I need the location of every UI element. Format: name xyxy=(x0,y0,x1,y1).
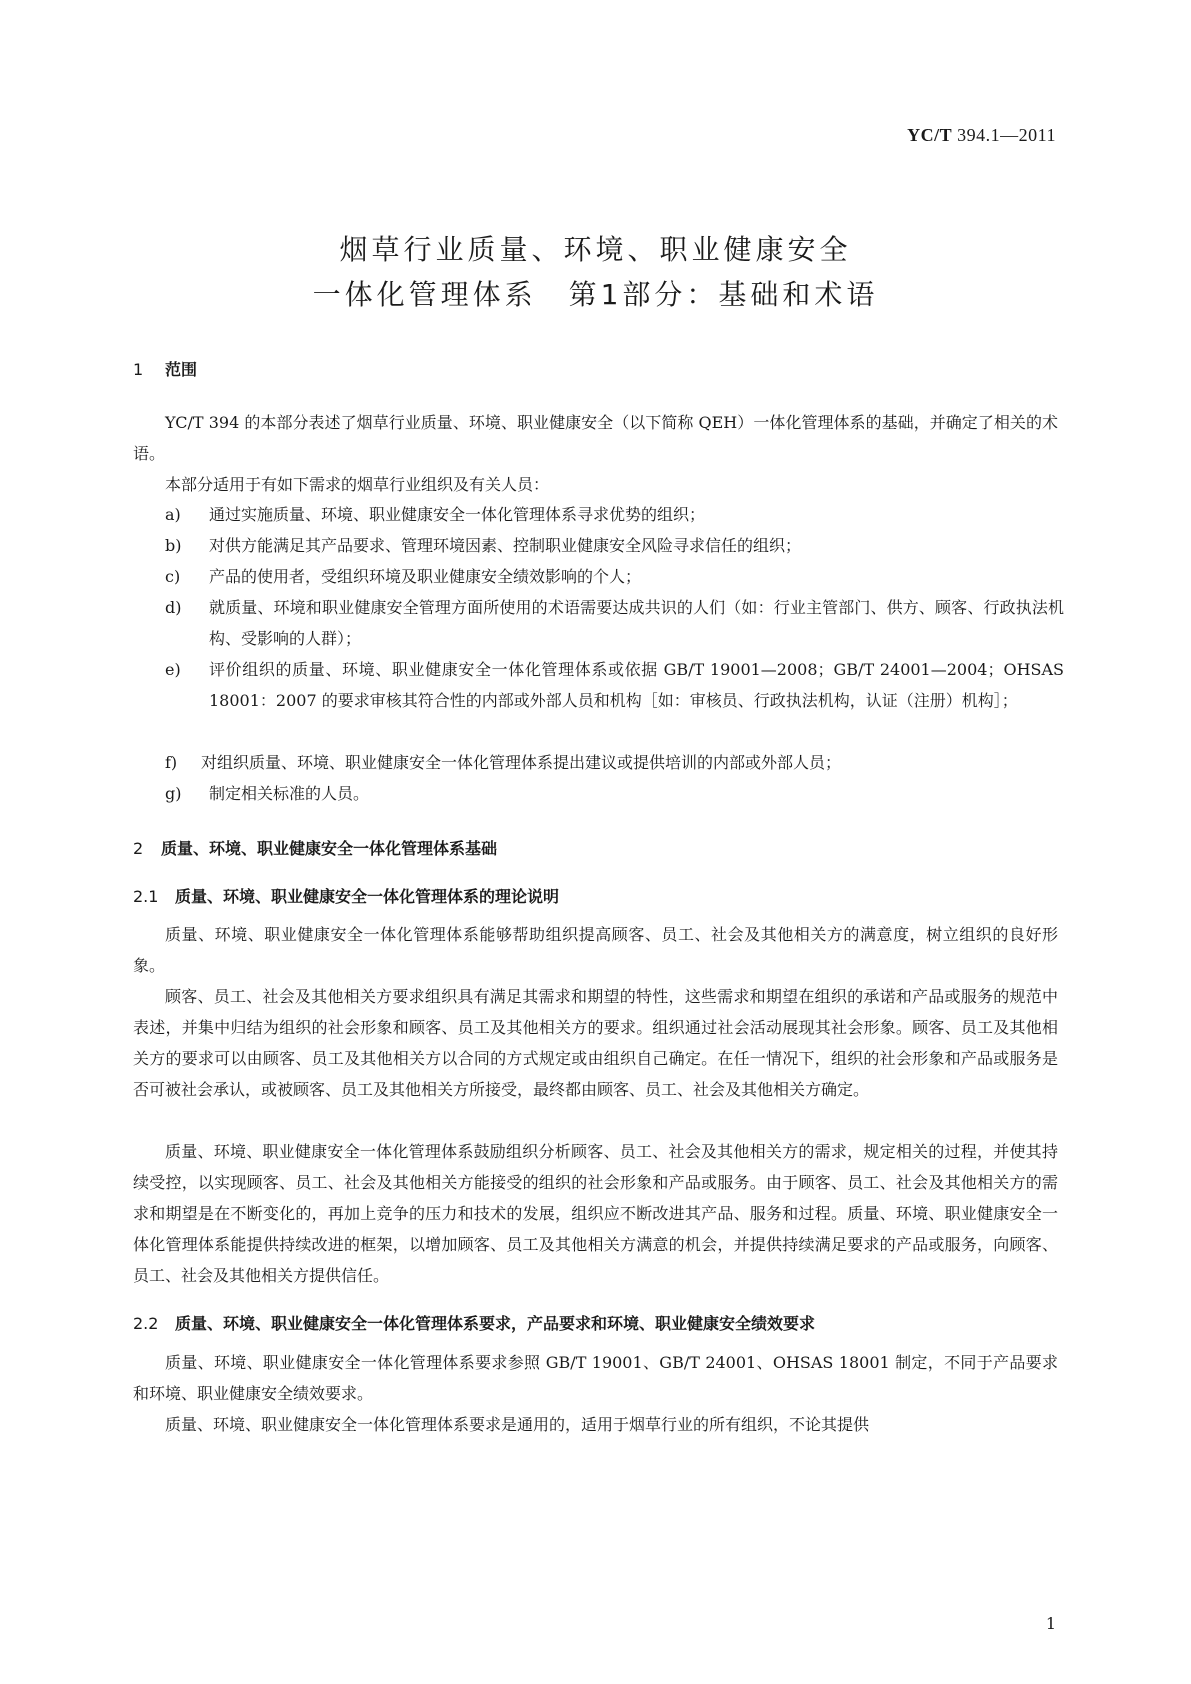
section-title: 质量、环境、职业健康安全一体化管理体系要求，产品要求和环境、职业健康安全绩效要求 xyxy=(175,1314,816,1333)
section-1-paragraph-2: 本部分适用于有如下需求的烟草行业组织及有关人员： xyxy=(165,475,550,494)
list-text: 就质量、环境和职业健康安全管理方面所使用的术语需要达成共识的人们（如：行业主管部门、供方、顾客、行政执法机构、受影响的人群）； xyxy=(209,598,1064,648)
list-marker: f) xyxy=(165,753,178,772)
document-title-line-1: 烟草行业质量、环境、职业健康安全 xyxy=(339,233,852,266)
subsection-2-1-heading xyxy=(133,884,559,907)
section-number: 2 xyxy=(133,839,144,858)
list-text: 通过实施质量、环境、职业健康安全一体化管理体系寻求优势的组织； xyxy=(209,505,706,524)
section-number: 2.1 xyxy=(133,887,159,906)
list-text: 对供方能满足其产品要求、管理环境因素、控制职业健康安全风险寻求信任的组织； xyxy=(209,536,802,555)
page-number: 1 xyxy=(1045,1614,1056,1633)
subsection-2-1-paragraph-2: 顾客、员工、社会及其他相关方要求组织具有满足其需求和期望的特性，这些需求和期望在组织的承诺和产品或服务的规范中表述，并集中归结为组织的社会形象和顾客、员工及其他相关方的要求。组织通过社会活动展现其社会形象。顾客、员工及其他相关方的要求可以由顾客、员工及其他相关方以合同的方式规定或由组织自己确定。在任一情况下，组织的社会形象和产品或服务是否可被社会承认，或被顾客、员工及其他相关方所接受，最终都由顾客、员工、社会及其他相关方确定。 xyxy=(133,987,1058,1099)
section-title: 范围 xyxy=(165,360,198,379)
list-marker: d) xyxy=(165,598,182,617)
section-1-paragraph-1: YC/T 394 的本部分表述了烟草行业质量、环境、职业健康安全（以下简称 QEH）一体化管理体系的基础，并确定了相关的术语。 xyxy=(133,413,1058,463)
standard-code xyxy=(907,125,1056,146)
document-title-line-2: 一体化管理体系 第1部分：基础和术语 xyxy=(312,278,879,311)
subsection-2-2-heading xyxy=(133,1311,815,1334)
standard-code-number: 394.1—2011 xyxy=(957,125,1056,145)
subsection-2-1-paragraph-3: 质量、环境、职业健康安全一体化管理体系鼓励组织分析顾客、员工、社会及其他相关方的需求，规定相关的过程，并使其持续受控，以实现顾客、员工、社会及其他相关方能接受的组织的社会形象和产品或服务。由于顾客、员工、社会及其他相关方的需求和期望是在不断变化的，再加上竞争的压力和技术的发展，组织应不断改进其产品、服务和过程。质量、环境、职业健康安全一体化管理体系能提供持续改进的框架，以增加顾客、员工及其他相关方满意的机会，并提供持续满足要求的产品或服务，向顾客、员工、社会及其他相关方提供信任。 xyxy=(133,1142,1058,1285)
section-number: 2.2 xyxy=(133,1314,159,1333)
section-2-heading xyxy=(133,836,497,859)
list-text: 对组织质量、环境、职业健康安全一体化管理体系提出建议或提供培训的内部或外部人员； xyxy=(201,753,842,772)
subsection-2-1-paragraph-1: 质量、环境、职业健康安全一体化管理体系能够帮助组织提高顾客、员工、社会及其他相关方的满意度，树立组织的良好形象。 xyxy=(133,925,1058,975)
list-text: 制定相关标准的人员。 xyxy=(209,784,370,803)
section-title: 质量、环境、职业健康安全一体化管理体系的理论说明 xyxy=(175,887,560,906)
section-1-heading xyxy=(133,357,197,380)
standard-code-prefix: YC/T xyxy=(907,125,953,145)
subsection-2-2-paragraph-2: 质量、环境、职业健康安全一体化管理体系要求是通用的，适用于烟草行业的所有组织，不论其提供 xyxy=(165,1415,870,1434)
section-title: 质量、环境、职业健康安全一体化管理体系基础 xyxy=(161,839,498,858)
list-marker: e) xyxy=(165,660,181,679)
subsection-2-2-paragraph-1: 质量、环境、职业健康安全一体化管理体系要求参照 GB/T 19001、GB/T 24001、OHSAS 18001 制定，不同于产品要求和环境、职业健康安全绩效要求。 xyxy=(133,1353,1058,1403)
list-text: 评价组织的质量、环境、职业健康安全一体化管理体系或依据 GB/T 19001—2008；GB/T 24001—2004；OHSAS 18001：2007 的要求审核其符合性的内部或外部人员和机构［如：审核员、行政执法机构，认证（注册）机构］； xyxy=(209,660,1064,710)
section-number: 1 xyxy=(133,360,144,379)
list-marker: b) xyxy=(165,536,182,555)
list-marker: a) xyxy=(165,505,181,524)
list-marker: c) xyxy=(165,567,181,586)
list-text: 产品的使用者，受组织环境及职业健康安全绩效影响的个人； xyxy=(209,567,642,586)
list-marker: g) xyxy=(165,784,182,803)
